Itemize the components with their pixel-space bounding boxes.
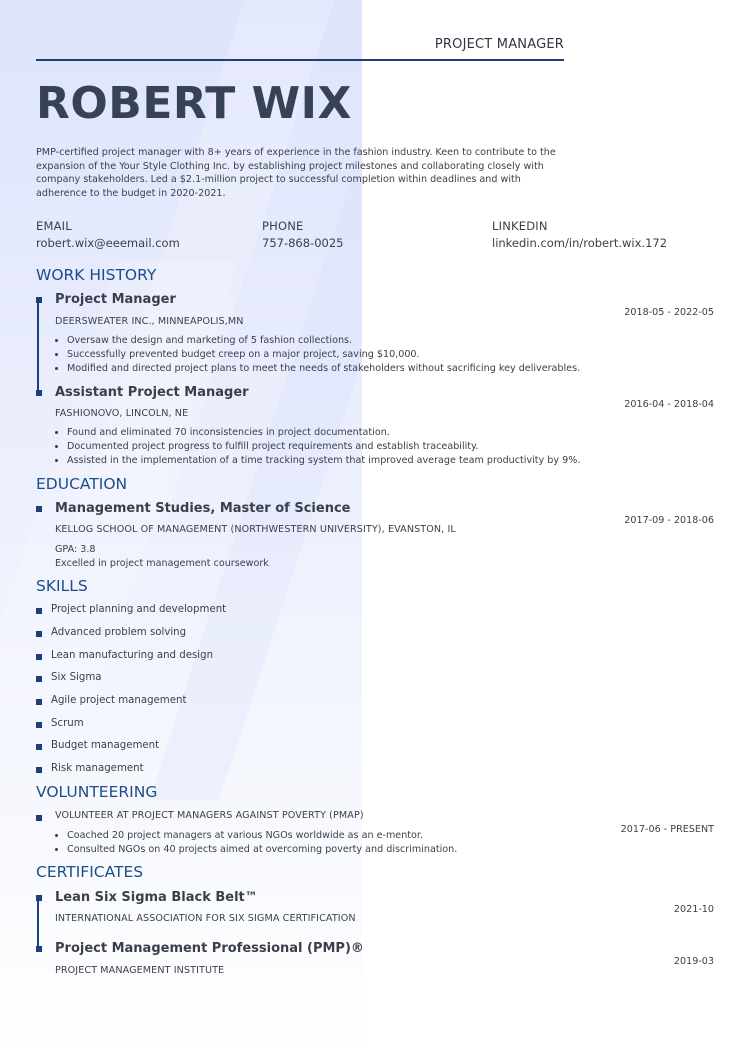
- bullet-marker: [36, 744, 42, 750]
- contact-phone: [262, 219, 343, 250]
- job-bullets-1: [55, 334, 627, 375]
- skill-label: Agile project management: [51, 695, 187, 706]
- timeline-marker: [36, 895, 42, 901]
- certificates-heading: CERTIFICATES: [36, 863, 144, 881]
- education-heading: EDUCATION: [36, 475, 128, 493]
- skill-label: Budget management: [51, 740, 160, 751]
- skill-label: Risk management: [51, 763, 144, 774]
- job-company-1: DEERSWEATER INC., MINNEAPOLIS,MN: [55, 316, 244, 327]
- volunteer-bullets: [55, 829, 627, 857]
- work-history-heading: WORK HISTORY: [36, 266, 157, 284]
- job-dates-2: 2016-04 - 2018-04: [624, 399, 714, 410]
- skill-label: Project planning and development: [51, 604, 227, 615]
- timeline-marker: [36, 390, 42, 396]
- phone-label: PHONE: [262, 219, 304, 233]
- certificate-title-1: Lean Six Sigma Black Belt™: [55, 890, 258, 905]
- skills-heading: SKILLS: [36, 577, 88, 595]
- job-bullets-2: [55, 426, 627, 467]
- work-timeline-line: [37, 300, 39, 392]
- bullet-marker: [36, 608, 42, 614]
- bullet-marker: [36, 631, 42, 637]
- certificate-date-1: 2021-10: [673, 904, 714, 915]
- linkedin-value[interactable]: linkedin.com/in/robert.wix.172: [492, 236, 668, 250]
- candidate-name: ROBERT WIX: [36, 78, 352, 129]
- summary-paragraph: PMP-certified project manager with 8+ years of experience in the fashion industry. Keen to contribute to the expansion of the Your Style Clothing Inc. by establishing project milestones and collaborating closely with company stakeholders. Led a $2.1-million project to successful completion within deadlines and with adherence to the budget in 2020-2021.: [36, 147, 556, 199]
- email-label: EMAIL: [36, 219, 72, 233]
- list-item: • Documented project progress to fulfill project requirements and establish traceability.: [67, 440, 627, 454]
- volunteer-dates: 2017-06 - PRESENT: [620, 824, 714, 835]
- bullet-marker: [36, 722, 42, 728]
- volunteer-role: VOLUNTEER AT PROJECT MANAGERS AGAINST POVERTY (PMAP): [55, 810, 364, 821]
- job-title-2: Assistant Project Manager: [55, 385, 249, 400]
- skill-label: Six Sigma: [51, 672, 102, 683]
- education-gpa: GPA: 3.8: [55, 544, 96, 555]
- education-dates: 2017-09 - 2018-06: [624, 515, 714, 526]
- list-item: • Assisted in the implementation of a time tracking system that improved average team productivity by 9%.: [67, 454, 627, 468]
- bullet-marker: [36, 699, 42, 705]
- contact-email: [36, 219, 180, 250]
- job-company-2: FASHIONOVO, LINCOLN, NE: [55, 408, 189, 419]
- bullet-marker: [36, 767, 42, 773]
- header-divider: [36, 59, 564, 61]
- bullet-marker: [36, 676, 42, 682]
- timeline-marker: [36, 297, 42, 303]
- list-item: • Successfully prevented budget creep on a major project, saving $10,000.: [67, 348, 627, 362]
- education-note: Excelled in project management coursework: [55, 558, 269, 569]
- job-title: PROJECT MANAGER: [434, 37, 564, 52]
- school-name: KELLOG SCHOOL OF MANAGEMENT (NORTHWESTERN UNIVERSITY), EVANSTON, IL: [55, 524, 456, 535]
- timeline-marker: [36, 815, 42, 821]
- list-item: • Consulted NGOs on 40 projects aimed at overcoming poverty and discrimination.: [67, 843, 627, 857]
- volunteering-heading: VOLUNTEERING: [36, 783, 158, 801]
- list-item: • Coached 20 project managers at various NGOs worldwide as an e-mentor.: [67, 829, 627, 843]
- timeline-marker: [36, 946, 42, 952]
- contact-linkedin: [492, 219, 667, 250]
- list-item: • Modified and directed project plans to meet the needs of stakeholders without sacrificing key deliverables.: [67, 362, 627, 376]
- skill-label: Scrum: [51, 718, 84, 729]
- degree-title: Management Studies, Master of Science: [55, 501, 351, 516]
- timeline-marker: [36, 506, 42, 512]
- certificate-issuer-1: INTERNATIONAL ASSOCIATION FOR SIX SIGMA CERTIFICATION: [55, 913, 356, 924]
- skill-label: Lean manufacturing and design: [51, 650, 214, 661]
- certificate-date-2: 2019-03: [673, 956, 714, 967]
- linkedin-label: LINKEDIN: [492, 219, 548, 233]
- certificate-issuer-2: PROJECT MANAGEMENT INSTITUTE: [55, 965, 225, 976]
- certificates-timeline-line: [37, 897, 39, 947]
- job-title-1: Project Manager: [55, 292, 176, 307]
- email-value[interactable]: robert.wix@eeemail.com: [36, 236, 180, 250]
- list-item: • Oversaw the design and marketing of 5 fashion collections.: [67, 334, 627, 348]
- phone-value[interactable]: 757-868-0025: [262, 236, 344, 250]
- bullet-marker: [36, 654, 42, 660]
- skill-label: Advanced problem solving: [51, 627, 187, 638]
- certificate-title-2: Project Management Professional (PMP)®: [55, 941, 364, 956]
- list-item: • Found and eliminated 70 inconsistencies in project documentation.: [67, 426, 627, 440]
- job-dates-1: 2018-05 - 2022-05: [624, 307, 714, 318]
